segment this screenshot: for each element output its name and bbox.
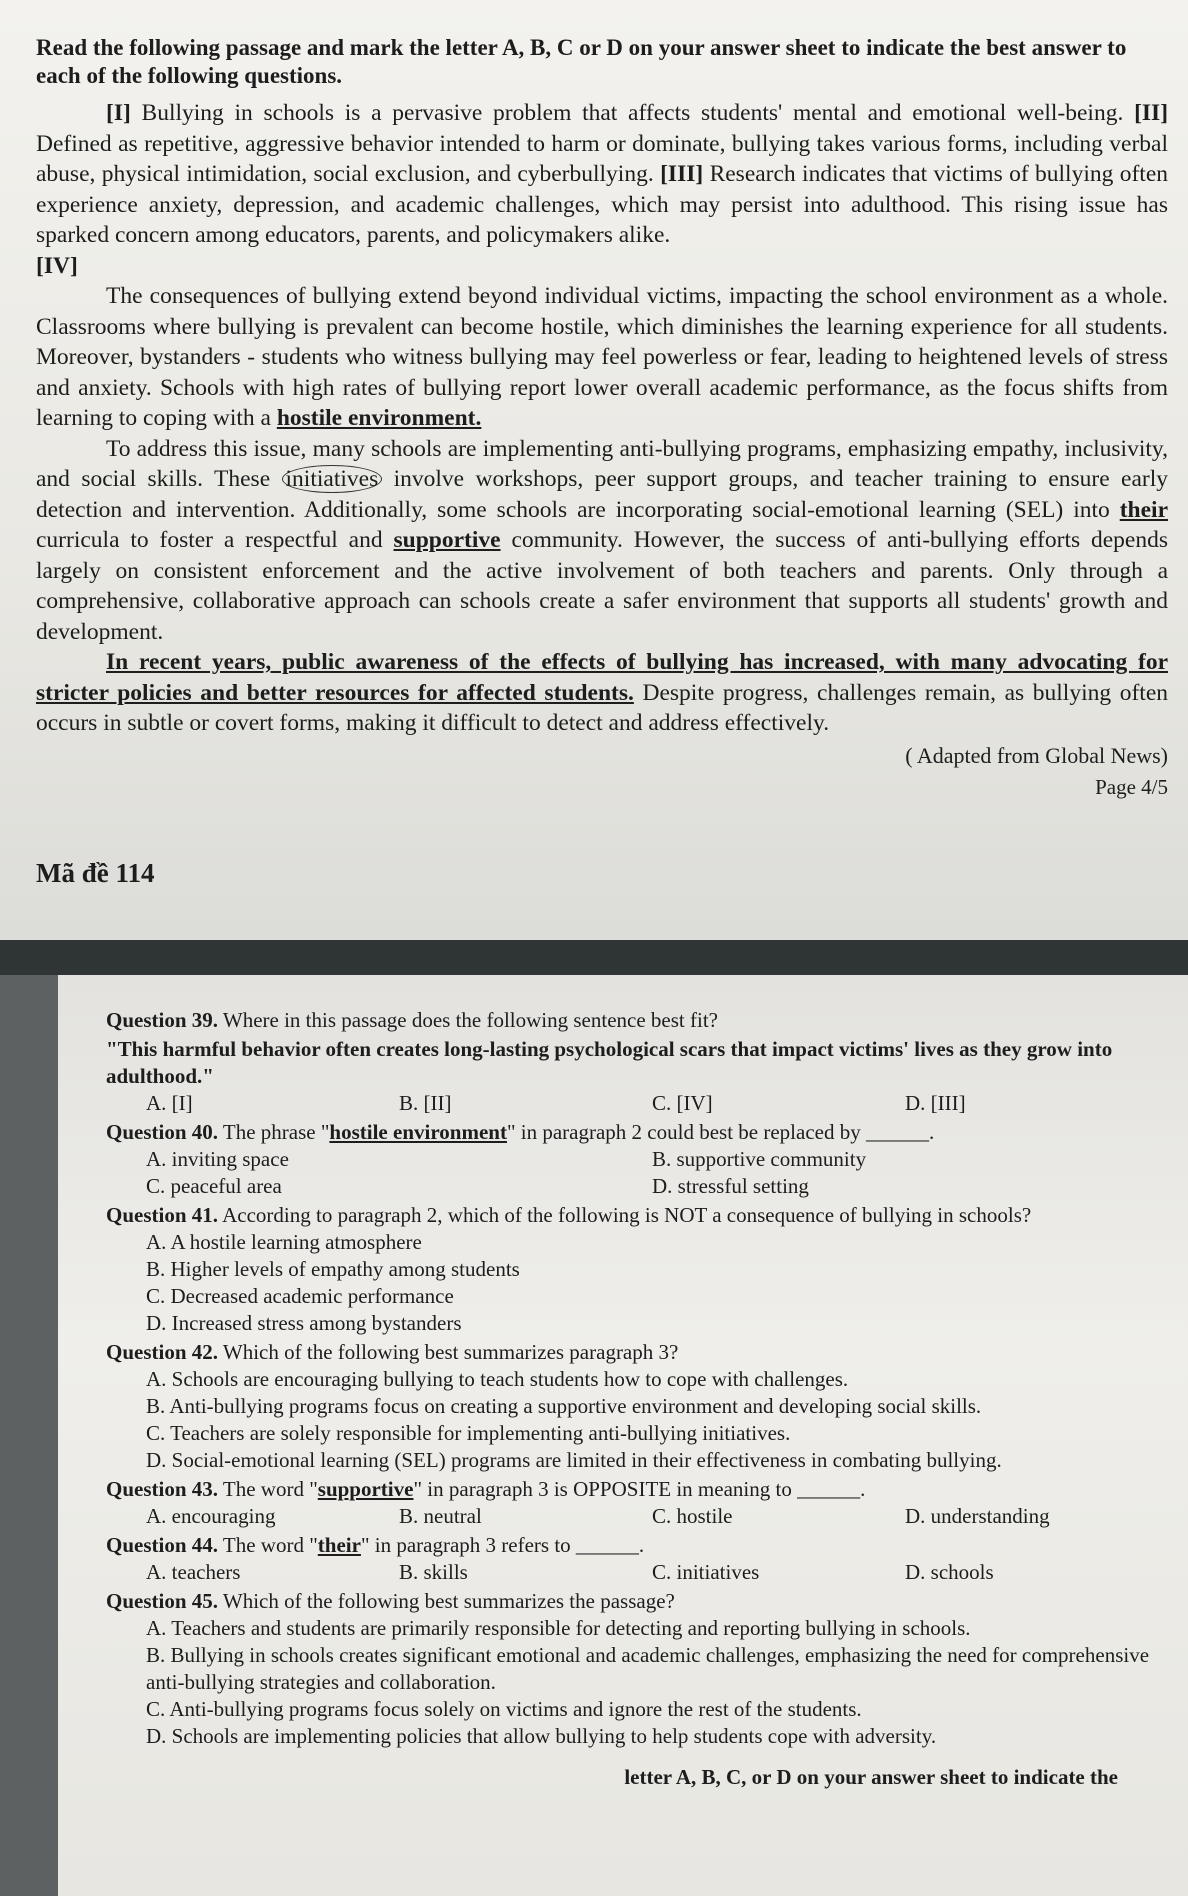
paragraph-1: [I] Bullying in schools is a pervasive problem that affects students' mental and emotional well-being. [II] Defined as repetitive, aggressive behavior intended to harm or dominate, bullying takes various forms, including verbal abuse, physical intimidation, social exclusion, and cyberbullying. [III] Research indicates that victims of bullying often experience anxiety, depression, and academic challenges, which may persist into adulthood. This rising issue has sparked concern among educators, parents, and policymakers alike. xyxy=(36,100,1169,248)
q44-option-a[interactable]: A. teachers xyxy=(146,1560,241,1584)
q42-option-c[interactable]: C. Teachers are solely responsible for implementing anti-bullying initiatives. xyxy=(146,1421,791,1445)
initiatives-circled: initiatives xyxy=(282,465,383,493)
passage-page xyxy=(0,0,1188,940)
q45-option-c[interactable]: C. Anti-bullying programs focus solely on victims and ignore the rest of the students. xyxy=(146,1697,862,1721)
q42-option-b[interactable]: B. Anti-bullying programs focus on creating a supportive environment and developing social skills. xyxy=(146,1394,982,1418)
q39-option-b[interactable]: B. [II] xyxy=(399,1091,452,1115)
q45-option-d[interactable]: D. Schools are implementing policies that allow bullying to help students cope with adversity. xyxy=(146,1724,937,1748)
paragraph-3: To address this issue, many schools are implementing anti-bullying programs, emphasizing empathy, inclusivity, and social skills. These initiatives involve workshops, peer support groups, and teacher training to ensure early detection and intervention. Additionally, some schools are incorporating social-emotional learning (SEL) into their curricula to foster a respectful and supportive community. However, the success of anti-bullying efforts depends largely on consistent enforcement and the active involvement of both teachers and parents. Only through a comprehensive, collaborative approach can schools create a safer environment that supports all students' growth and development. xyxy=(36,435,1169,645)
marker-2: [II] xyxy=(1134,100,1169,126)
q43-option-c[interactable]: C. hostile xyxy=(652,1504,733,1528)
exam-code: Mã đề 114 xyxy=(36,857,155,888)
q43-option-b[interactable]: B. neutral xyxy=(399,1504,482,1528)
question-45: Question 45. Which of the following best summarizes the passage? xyxy=(106,1589,675,1613)
q45-option-b[interactable]: B. Bullying in schools creates significant emotional and academic challenges, emphasizing the need for comprehensive anti-bullying strategies and collaboration. xyxy=(146,1643,1150,1694)
q43-option-a[interactable]: A. encouraging xyxy=(146,1504,276,1528)
marker-3: [III] xyxy=(660,161,704,187)
paragraph-4-underline: In recent years, public awareness of the effects of bullying has increased, with many advocating for stricter policies and better resources for affected students. xyxy=(36,649,1168,706)
q39-option-c[interactable]: C. [IV] xyxy=(652,1091,713,1115)
q43-option-d[interactable]: D. understanding xyxy=(905,1504,1050,1528)
q45-option-a[interactable]: A. Teachers and students are primarily responsible for detecting and reporting bullying in schools. xyxy=(146,1616,971,1640)
q39-option-d[interactable]: D. [III] xyxy=(905,1091,966,1115)
question-41: Question 41. According to paragraph 2, which of the following is NOT a consequence of bullying in schools? xyxy=(106,1203,1032,1227)
question-41-options xyxy=(106,1229,1158,1337)
supportive-underline: supportive xyxy=(393,527,501,553)
q40-option-b[interactable]: B. supportive community xyxy=(652,1147,867,1171)
q39-option-a[interactable]: A. [I] xyxy=(146,1091,193,1115)
q41-option-b[interactable]: B. Higher levels of empathy among students xyxy=(146,1257,520,1281)
q40-option-c[interactable]: C. peaceful area xyxy=(146,1174,282,1198)
marker-4: [IV] xyxy=(36,252,78,279)
question-40-options xyxy=(106,1146,1158,1200)
questions-page xyxy=(58,975,1188,1896)
hostile-environment-underline: hostile environment. xyxy=(276,405,482,431)
instruction: Read the following passage and mark the letter A, B, C or D on your answer sheet to indicate the best answer to each of the following questions. xyxy=(36,35,1127,88)
question-42-options xyxy=(106,1366,1158,1474)
question-43: Question 43. The word "supportive" in paragraph 3 is OPPOSITE in meaning to ______. xyxy=(106,1477,866,1501)
q44-option-d[interactable]: D. schools xyxy=(905,1560,994,1584)
next-section-fragment: letter A, B, C, or D on your answer sheet to indicate the xyxy=(624,1765,1118,1789)
background-gap xyxy=(0,940,1188,975)
q44-option-c[interactable]: C. initiatives xyxy=(652,1560,760,1584)
q40-option-d[interactable]: D. stressful setting xyxy=(652,1174,809,1198)
q41-option-d[interactable]: D. Increased stress among bystanders xyxy=(146,1311,462,1335)
paragraph-2: The consequences of bullying extend beyond individual victims, impacting the school environment as a whole. Classrooms where bullying is prevalent can become hostile, which diminishes the learning experience for all students. Moreover, bystanders - students who witness bullying may feel powerless or fear, leading to heightened levels of stress and anxiety. Schools with high rates of bullying report lower overall academic performance, as the focus shifts from learning to coping with a hostile environment. xyxy=(36,283,1168,431)
q44-option-b[interactable]: B. skills xyxy=(399,1560,468,1584)
q40-option-a[interactable]: A. inviting space xyxy=(146,1147,289,1171)
question-40: Question 40. The phrase "hostile environment" in paragraph 2 could best be replaced by ______. xyxy=(106,1120,935,1144)
question-39-quote: "This harmful behavior often creates long-lasting psychological scars that impact victims' lives as they grow into adulthood." xyxy=(106,1037,1113,1088)
question-45-options xyxy=(106,1615,1158,1750)
question-39: Question 39. Where in this passage does the following sentence best fit? xyxy=(106,1008,718,1032)
marker-4-line xyxy=(36,251,1168,282)
q42-option-d[interactable]: D. Social-emotional learning (SEL) programs are limited in their effectiveness in combating bullying. xyxy=(146,1448,1002,1472)
page-number: Page 4/5 xyxy=(1095,774,1168,799)
source: ( Adapted from Global News) xyxy=(905,742,1168,768)
q41-option-c[interactable]: C. Decreased academic performance xyxy=(146,1284,454,1308)
question-44: Question 44. The word "their" in paragraph 3 refers to ______. xyxy=(106,1533,645,1557)
q42-option-a[interactable]: A. Schools are encouraging bullying to teach students how to cope with challenges. xyxy=(146,1367,849,1391)
question-43-options xyxy=(106,1503,1158,1530)
question-42: Question 42. Which of the following best summarizes paragraph 3? xyxy=(106,1340,679,1364)
background-left xyxy=(0,975,58,1896)
paragraph-4: In recent years, public awareness of the effects of bullying has increased, with many advocating for stricter policies and better resources for affected students. Despite progress, challenges remain, as bullying often occurs in subtle or covert forms, making it difficult to detect and address effectively. xyxy=(36,649,1169,736)
their-underline: their xyxy=(1119,496,1169,523)
q41-option-a[interactable]: A. A hostile learning atmosphere xyxy=(146,1230,422,1254)
marker-1: [I] xyxy=(106,100,131,126)
question-44-options xyxy=(106,1559,1158,1586)
question-39-options xyxy=(106,1090,1158,1117)
